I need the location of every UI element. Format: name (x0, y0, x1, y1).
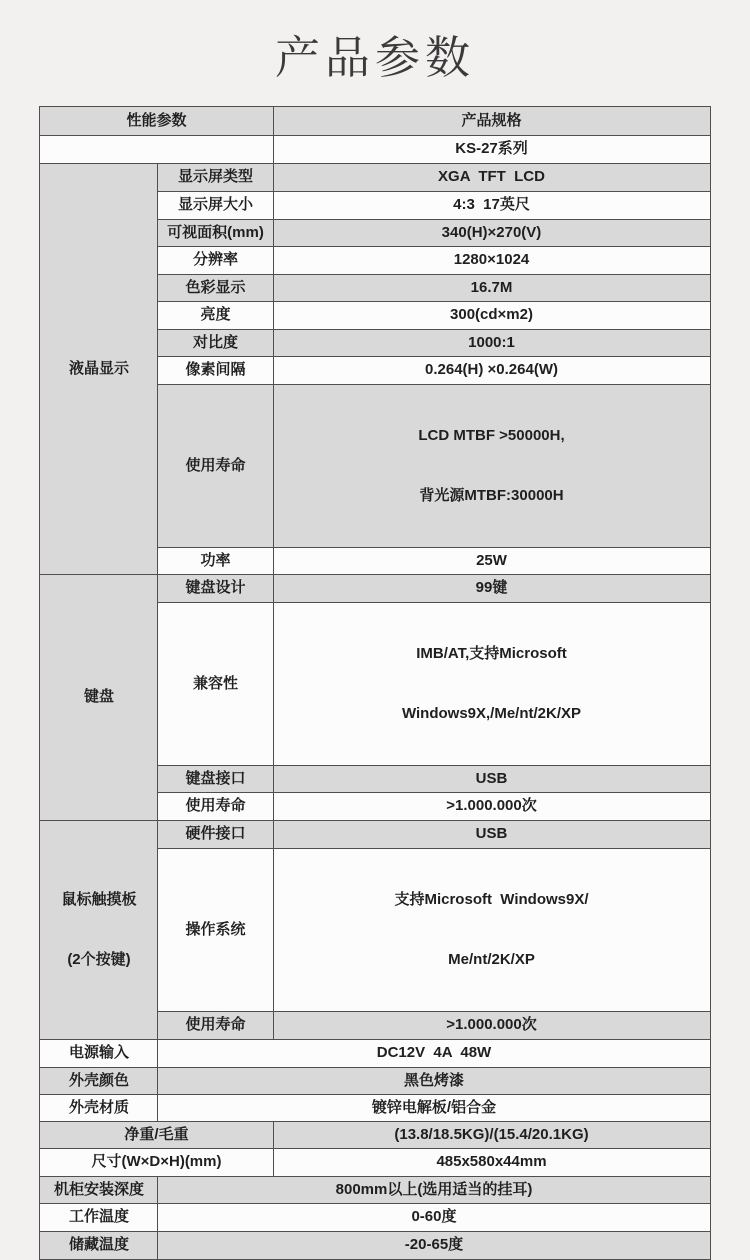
row-label: 使用寿命 (158, 385, 273, 548)
row-label: 像素间隔 (158, 357, 273, 385)
row-value: USB (273, 766, 710, 793)
row-value: 1000:1 (273, 330, 710, 357)
row-value: 300(cd×m2) (273, 302, 710, 330)
row-value-line1: 支持Microsoft Windows9X/ (394, 890, 589, 908)
row-label: 分辨率 (158, 247, 273, 275)
row-value-line2: Me/nt/2K/XP (448, 951, 535, 969)
table-row (40, 1232, 710, 1260)
row-label: 工作温度 (40, 1204, 158, 1232)
row-label: 机柜安装深度 (40, 1177, 158, 1204)
row-label: 硬件接口 (158, 821, 273, 849)
row-value: 4:3 17英尺 (273, 192, 710, 220)
row-label: 使用寿命 (158, 1012, 273, 1040)
table-row (40, 1095, 710, 1122)
table-row (40, 164, 710, 192)
row-label: 使用寿命 (158, 793, 273, 821)
table-header-row (40, 107, 710, 136)
row-label: 显示屏大小 (158, 192, 273, 220)
row-label: 键盘设计 (158, 575, 273, 603)
row-value: 16.7M (273, 275, 710, 302)
group-label-line1: 鼠标触摸板 (61, 890, 137, 908)
row-value: 25W (273, 548, 710, 575)
row-value: >1.000.000次 (273, 793, 710, 821)
row-value: 800mm以上(选用适当的挂耳) (158, 1177, 710, 1204)
row-value-line1: IMB/AT,支持Microsoft (416, 644, 567, 662)
row-label: 尺寸(W×D×H)(mm) (40, 1149, 273, 1177)
table-row (40, 1122, 710, 1149)
row-label: 键盘接口 (158, 766, 273, 793)
row-value: 0-60度 (158, 1204, 710, 1232)
row-value: 镀锌电解板/铝合金 (158, 1095, 710, 1122)
row-label: 功率 (158, 548, 273, 575)
row-label: 操作系统 (158, 849, 273, 1012)
row-value: USB (273, 821, 710, 849)
row-label: 外壳颜色 (40, 1068, 158, 1095)
table-row (40, 1204, 710, 1232)
group-label-keyboard: 键盘 (40, 575, 158, 821)
row-value (273, 603, 710, 766)
table-row (40, 1040, 710, 1068)
row-label: 可视面积(mm) (158, 220, 273, 247)
row-value (273, 849, 710, 1012)
row-label: 显示屏类型 (158, 164, 273, 192)
row-value: XGA TFT LCD (273, 164, 710, 192)
row-value: 485x580x44mm (273, 1149, 710, 1177)
table-row (40, 1068, 710, 1095)
header-performance: 性能参数 (40, 107, 273, 136)
group-label-line2: (2个按键) (67, 951, 131, 969)
row-label: 净重/毛重 (40, 1122, 273, 1149)
table-row (40, 1149, 710, 1177)
group-label-touchpad (40, 821, 158, 1040)
series-row (40, 136, 710, 164)
header-spec: 产品规格 (273, 107, 710, 136)
series-value: KS-27系列 (273, 136, 710, 164)
row-value: DC12V 4A 48W (158, 1040, 710, 1068)
row-value: 99键 (273, 575, 710, 603)
row-value-line2: Windows9X,/Me/nt/2K/XP (401, 705, 582, 723)
row-value: (13.8/18.5KG)/(15.4/20.1KG) (273, 1122, 710, 1149)
row-value-line1: LCD MTBF >50000H, (418, 426, 565, 444)
row-label: 色彩显示 (158, 275, 273, 302)
spec-table (39, 106, 710, 1260)
table-row (40, 1177, 710, 1204)
page-title: 产品参数 (274, 31, 475, 83)
row-value: -20-65度 (158, 1232, 710, 1260)
row-label: 储藏温度 (40, 1232, 158, 1260)
row-label: 外壳材质 (40, 1095, 158, 1122)
row-value: 0.264(H) ×0.264(W) (273, 357, 710, 385)
row-value: 黑色烤漆 (158, 1068, 710, 1095)
title-bar (0, 0, 750, 106)
row-value (273, 385, 710, 548)
row-label: 对比度 (158, 330, 273, 357)
row-label: 兼容性 (158, 603, 273, 766)
row-value-line2: 背光源MTBF:30000H (419, 487, 564, 505)
row-label: 亮度 (158, 302, 273, 330)
series-empty-cell (40, 136, 273, 164)
row-value: >1.000.000次 (273, 1012, 710, 1040)
row-label: 电源输入 (40, 1040, 158, 1068)
row-value: 340(H)×270(V) (273, 220, 710, 247)
table-row (40, 575, 710, 603)
group-label-lcd: 液晶显示 (40, 164, 158, 575)
table-row (40, 821, 710, 849)
row-value: 1280×1024 (273, 247, 710, 275)
